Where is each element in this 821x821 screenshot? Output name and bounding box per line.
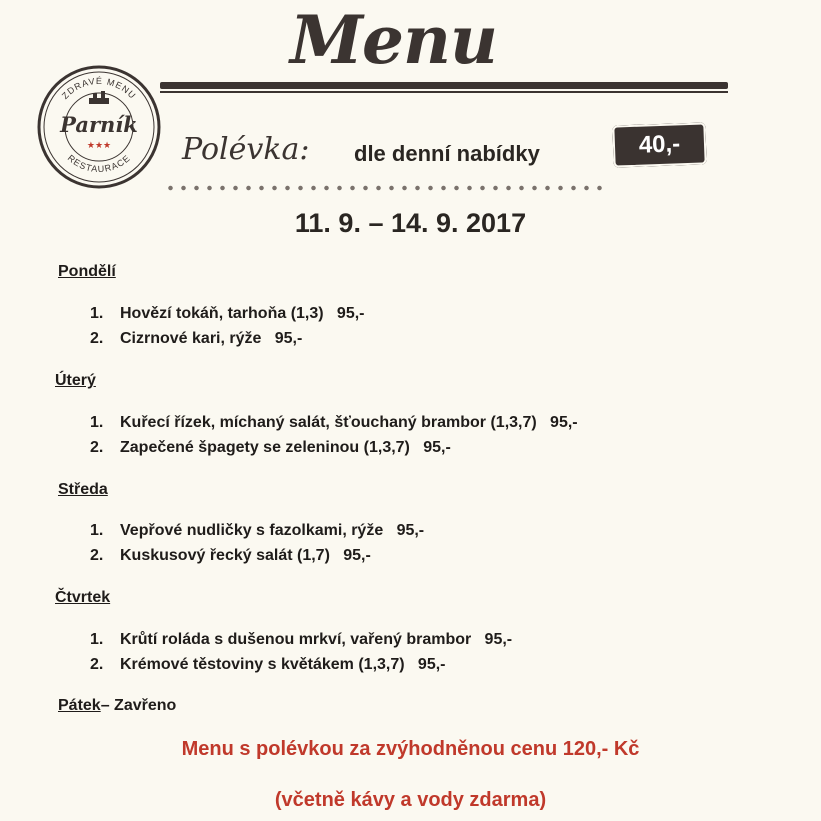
menu-item: 2. Zapečené špagety se zeleninou (1,3,7) 95,- — [90, 439, 451, 456]
title-underline — [160, 82, 728, 96]
date-range: 11. 9. – 14. 9. 2017 — [294, 208, 527, 238]
menu-item: 1. Kuřecí řízek, míchaný salát, šťouchaný brambor (1,3,7) 95,- — [90, 414, 578, 431]
svg-text:RESTAURACE: RESTAURACE — [65, 152, 133, 175]
menu-title: Menu — [290, 1, 498, 79]
day-heading: Úterý — [55, 372, 96, 389]
menu-item: 2. Kuskusový řecký salát (1,7) 95,- — [90, 547, 371, 564]
friday-row — [58, 697, 176, 715]
menu-item: 1. Vepřové nudličky s fazolkami, rýže 95,- — [90, 522, 425, 539]
soup-description: dle denní nabídky — [354, 141, 540, 166]
dotted-divider — [164, 184, 604, 192]
menu-item: 2. Krémové těstoviny s květákem (1,3,7) 95,- — [90, 656, 446, 673]
promo-note: (včetně kávy a vody zdarma) — [274, 789, 547, 811]
promo-offer: Menu s polévkou za zvýhodněnou cenu 120,- Kč — [181, 738, 640, 760]
menu-item: 1. Hovězí tokáň, tarhoňa (1,3) 95,- — [90, 305, 365, 322]
day-heading: Pondělí — [58, 263, 116, 280]
parnik-logo — [36, 64, 162, 190]
svg-text:ZDRAVÉ MENU: ZDRAVÉ MENU — [59, 75, 139, 102]
soup-label: Polévka: — [182, 132, 310, 167]
menu-item: 1. Krůtí roláda s dušenou mrkví, vařený brambor 95,- — [90, 631, 513, 648]
svg-text:★★★: ★★★ — [86, 141, 112, 151]
svg-text:Parník: Parník — [60, 112, 138, 137]
soup-price-badge: 40,- — [612, 122, 706, 167]
day-heading: Středa — [58, 481, 108, 498]
day-heading: Čtvrtek — [55, 589, 111, 606]
day-heading: Pátek — [58, 697, 101, 714]
menu-item: 2. Cizrnové kari, rýže 95,- — [90, 330, 303, 347]
closed-note: – Zavřeno — [100, 697, 177, 714]
